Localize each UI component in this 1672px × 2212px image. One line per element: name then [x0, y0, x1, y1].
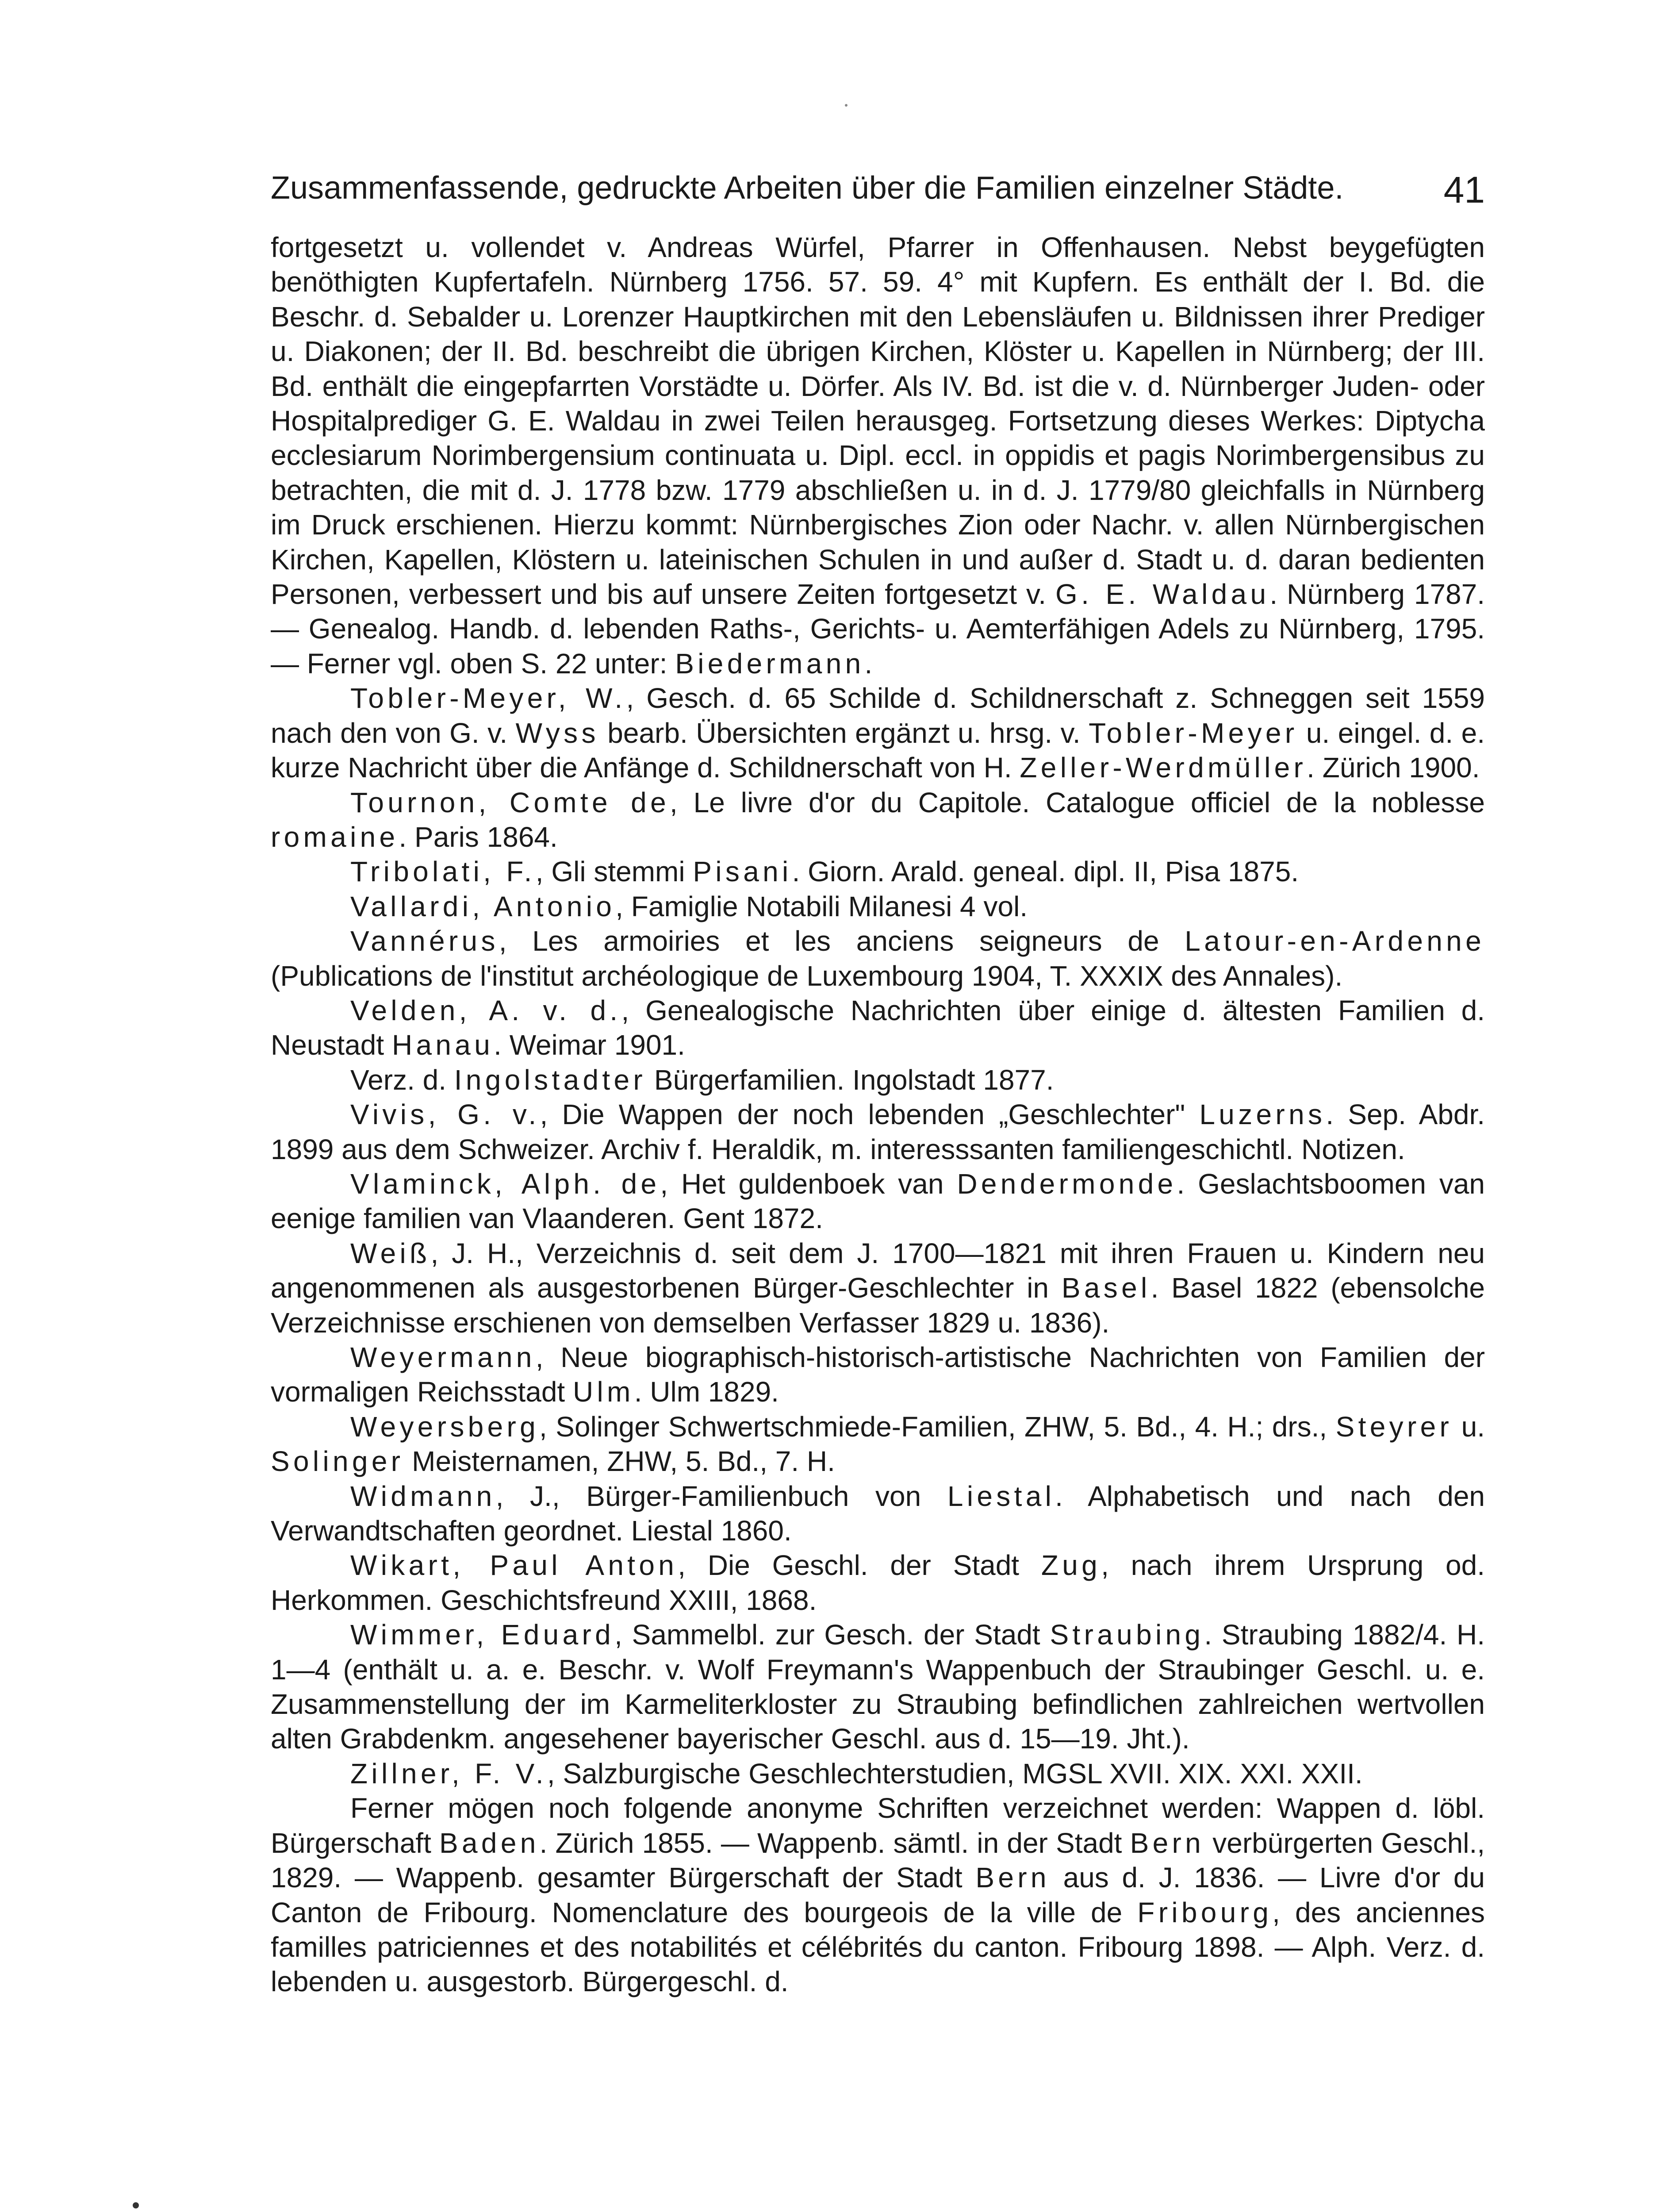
entry-text: , Famiglie Notabili Milanesi 4 vol. — [615, 890, 1028, 922]
spaced-name: G. E. Waldau — [1055, 578, 1270, 611]
spaced-name: Baden — [439, 1827, 540, 1859]
entry-text: , Le livre d'or du Capitole. Catalogue officiel de la noblesse — [669, 786, 1485, 818]
bibliography-entry — [271, 889, 1485, 924]
entry-text: , Solinger Schwertschmiede-Familien, ZHW, 5. Bd., 4. H.; drs., — [539, 1410, 1336, 1443]
spaced-name: Widmann — [350, 1480, 496, 1512]
bibliography-entry — [271, 1617, 1485, 1756]
entry-text: u. — [1453, 1410, 1485, 1443]
spaced-name: Pisani — [693, 856, 792, 888]
spaced-name: Straubing — [1050, 1619, 1204, 1651]
entry-text: Ferner mögen noch folgende anonyme Schriften verzeichnet werden: Wappen d. löbl. Bürgerschaft — [271, 1792, 1485, 1859]
entry-text: (Publications de l'institut archéologique de Luxembourg 1904, T. XXXIX des Annales). — [271, 960, 1343, 992]
spaced-name: Dendermonde — [957, 1167, 1177, 1200]
entry-text: , Gli stemmi — [535, 856, 693, 888]
bibliography-entry — [271, 854, 1485, 889]
spaced-name: Weyersberg — [350, 1410, 540, 1443]
spaced-name: Basel — [1061, 1272, 1151, 1304]
spaced-name: Zillner, F. V. — [350, 1757, 547, 1790]
entry-text: . Geslachtsboomen van eenige familien van Vlaanderen. Gent 1872. — [271, 1167, 1485, 1235]
spaced-name: Tribolati, F. — [350, 856, 536, 888]
entry-text: , Genealogische Nachrichten über einige d. ältesten Familien d. Neustadt — [271, 994, 1485, 1061]
spaced-name: Vlaminck, Alph. de — [350, 1167, 660, 1200]
spaced-name: Weyermann — [350, 1341, 536, 1373]
bibliography-entry — [271, 1167, 1485, 1236]
bibliography-entry — [271, 1097, 1485, 1167]
entry-text: , Les armoiries et les anciens seigneurs de — [499, 925, 1185, 957]
print-speck — [845, 104, 848, 107]
entry-text: . Weimar 1901. — [494, 1029, 685, 1061]
spaced-name: Steyrer — [1335, 1410, 1453, 1443]
bibliography-entry — [271, 1340, 1485, 1409]
bibliography-entry — [271, 924, 1485, 993]
entry-text: . Alphabetisch und nach den Verwandtschaften geordnet. Liestal 1860. — [271, 1480, 1485, 1547]
spaced-name: Zeller-Werdmüller — [1020, 752, 1307, 784]
entry-text: Meisternamen, ZHW, 5. Bd., 7. H. — [404, 1445, 835, 1478]
entry-text: . Straubing 1882/4. H. 1—4 (enthält u. a. e. Beschr. v. Wolf Freymann's Wappenbuch der Straubinger Geschl. u. e. Zusammenstellung der im Karmeliterkloster zu Straubing befindlichen zahlreichen wertvollen alten Grabdenkm. angesehener bayerischer Geschl. aus d. 15—19. Jht.). — [271, 1619, 1485, 1755]
entry-text: . Ulm 1829. — [634, 1376, 779, 1408]
entry-text: , J., Bürger-Familienbuch von — [495, 1480, 947, 1512]
entry-text: verbürgerten Geschl., 1829. — Wappenb. gesamter Bürgerschaft der Stadt — [271, 1827, 1485, 1894]
spaced-name: Velden, A. v. d. — [350, 994, 621, 1026]
entry-text: . — [864, 647, 873, 680]
spaced-name: Wimmer, Eduard — [350, 1619, 615, 1651]
entry-text: , Gesch. d. 65 Schilde d. Schildnerschaft z. Schneggen seit 1559 nach den von G. v. — [271, 682, 1485, 749]
entry-text: . Zürich 1855. — Wappenb. sämtl. in der Stadt — [539, 1827, 1130, 1859]
entry-text: , Die Wappen der noch lebenden „Geschlechter" — [540, 1098, 1200, 1131]
bibliography-entry — [271, 1791, 1485, 1999]
entry-text: , Het guldenboek van — [660, 1167, 957, 1200]
entry-text: Bürgerfamilien. Ingolstadt 1877. — [646, 1064, 1054, 1096]
entry-text: . Zürich 1900. — [1307, 752, 1480, 784]
spaced-name: Weiß — [350, 1237, 431, 1269]
entry-text: aus d. J. 1836. — Livre d'or du Canton de Fribourg. Nomenclature des bourgeois de la ville de — [271, 1862, 1485, 1928]
entry-text: . Giorn. Arald. geneal. dipl. II, Pisa 1875. — [792, 856, 1299, 888]
spaced-name: Hanau — [391, 1029, 494, 1061]
entry-text: , Neue biographisch-historisch-artistische Nachrichten von Familien der vormaligen Reichsstadt — [271, 1341, 1485, 1408]
entry-text: . Basel 1822 (ebensolche Verzeichnisse erschienen von demselben Verfasser 1829 u. 1836). — [271, 1272, 1485, 1339]
entry-text: , Salzburgische Geschlechterstudien, MGSL XVII. XIX. XXI. XXII. — [547, 1757, 1363, 1790]
bibliography-entry — [271, 1479, 1485, 1548]
entry-text: fortgesetzt u. vollendet v. Andreas Würfel, Pfarrer in Offenhausen. Nebst beygefügten benöthigten Kupfertafeln. Nürnberg 1756. 57. 59. 4° mit Kupfern. Es enthält der I. Bd. die Beschr. d. Sebalder u. Lorenzer Hauptkirchen mit den Lebensläufen u. Bildnissen ihrer Prediger u. Diakonen; der II. Bd. beschreibt die übrigen Kirchen, Klöster u. Kapellen in Nürnberg; der III. Bd. enthält die eingepfarrten Vorstädte u. Dörfer. Als IV. Bd. ist die v. d. Nürnberger Juden- oder Hospitalprediger G. E. Waldau in zwei Teilen herausgeg. Fortsetzung dieses Werkes: Diptycha ecclesiarum Norimbergensium continuata u. Dipl. eccl. in oppidis et pagis Norimbergensibus zu betrachten, die mit d. J. 1778 bzw. 1779 abschließen u. in d. J. 1779/80 gleichfalls in Nürnberg im Druck erschienen. Hierzu kommt: Nürnbergisches Zion oder Nachr. v. allen Nürnbergischen Kirchen, Kapellen, Klöstern u. lateinischen Schulen in und außer d. Stadt u. d. daran bedienten Personen, verbessert und bis auf unsere Zeiten fortgesetzt v. — [271, 231, 1485, 611]
bibliography-text — [271, 230, 1485, 1999]
running-title: Zusammenfassende, gedruckte Arbeiten über die Familien einzelner Städte. — [271, 170, 1344, 206]
spaced-name: Bern — [975, 1862, 1050, 1894]
entry-text: , nach ihrem Ursprung od. Herkommen. Geschichtsfreund XXIII, 1868. — [271, 1549, 1485, 1616]
entry-text: , des anciennes familles patriciennes et des notabilités et célébrités du canton. Fribourg 1898. — Alph. Verz. d. lebenden u. ausgestorb. Bürgergeschl. d. — [271, 1896, 1485, 1998]
spaced-name: Ulm — [572, 1376, 634, 1408]
spaced-name: Tobler-Meyer — [1089, 717, 1298, 749]
spaced-name: Biedermann — [675, 647, 865, 680]
entry-text: , Sammelbl. zur Gesch. der Stadt — [614, 1619, 1050, 1651]
spaced-name: Wyss — [515, 717, 599, 749]
bibliography-entry — [271, 993, 1485, 1063]
entry-text: . Nürnberg 1787. — Genealog. Handb. d. lebenden Raths-, Gerichts- u. Aemterfähigen Adels zu Nürnberg, 1795. — Ferner vgl. oben S. 22 unter: — [271, 578, 1485, 680]
spaced-name: romaine — [271, 821, 399, 853]
spaced-name: Bern — [1130, 1827, 1205, 1859]
spaced-name: Latour-en-Ardenne — [1185, 925, 1485, 957]
spaced-name: Vannérus — [350, 925, 499, 957]
bibliography-entry — [271, 785, 1485, 855]
bibliography-entry — [271, 681, 1485, 785]
spaced-name: Fribourg — [1137, 1896, 1273, 1928]
entry-text: , Die Geschl. der Stadt — [678, 1549, 1041, 1582]
page-number: 41 — [1443, 169, 1485, 211]
spaced-name: Solinger — [271, 1445, 404, 1478]
spaced-name: Tournon, Comte de — [350, 786, 670, 818]
entry-text: . Paris 1864. — [399, 821, 558, 853]
bibliography-entry — [271, 1409, 1485, 1479]
spaced-name: Zug — [1041, 1549, 1101, 1582]
bibliography-entry — [271, 1548, 1485, 1617]
entry-text: u. eingel. d. e. kurze Nachricht über die Anfänge d. Schildnerschaft von H. — [271, 717, 1485, 784]
margin-mark — [133, 2202, 139, 2208]
spaced-name: Wikart, Paul Anton — [350, 1549, 678, 1582]
spaced-name: Tobler-Meyer, W. — [350, 682, 626, 714]
spaced-name: Vivis, G. v. — [350, 1098, 540, 1131]
spaced-name: Vallardi, Antonio — [350, 890, 616, 922]
bibliography-entry — [271, 1063, 1485, 1097]
bibliography-entry — [271, 230, 1485, 681]
spaced-name: Liestal — [947, 1480, 1055, 1512]
entry-text: . Sep. Abdr. 1899 aus dem Schweizer. Archiv f. Heraldik, m. interesssanten familiengeschichtl. Notizen. — [271, 1098, 1485, 1165]
entry-text: bearb. Übersichten ergänzt u. hrsg. v. — [599, 717, 1089, 749]
running-head — [271, 164, 1485, 212]
bibliography-entry — [271, 1756, 1485, 1791]
spaced-name: Ingolstadter — [454, 1064, 647, 1096]
entry-text: Verz. d. — [350, 1064, 454, 1096]
entry-text: , J. H., Verzeichnis d. seit dem J. 1700—1821 mit ihren Frauen u. Kindern neu angenommenen als ausgestorbenen Bürger-Geschlechter in — [271, 1237, 1485, 1304]
bibliography-entry — [271, 1236, 1485, 1340]
spaced-name: Luzerns — [1199, 1098, 1326, 1131]
